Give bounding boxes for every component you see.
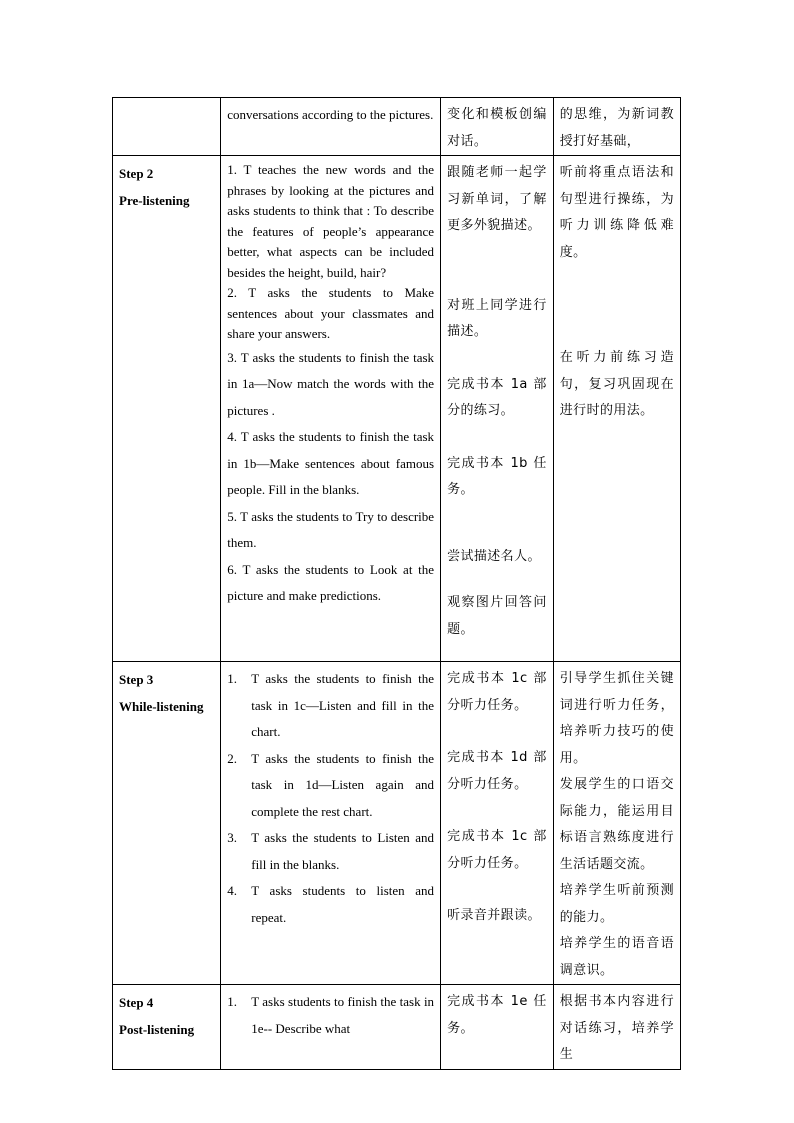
student-activity-text: 完成书本 1c 部分听力任务。 — [447, 829, 547, 871]
teacher-activity-item: 6. T asks the students to Look at the picture and make predictions. — [227, 561, 435, 603]
step-cell — [113, 662, 221, 985]
item-text: T asks the students to finish the task in 1d—Listen again and complete the rest chart. — [251, 750, 435, 819]
student-activity-cell — [441, 156, 554, 662]
purpose-cell — [553, 985, 680, 1070]
student-activity-text: 听录音并跟读。 — [447, 908, 541, 923]
student-activity-text: 完成书本 1b 任务。 — [447, 455, 547, 497]
purpose-text: 培养学生听前预测的能力。 — [559, 883, 674, 925]
step-number: Step 4 — [119, 995, 154, 1010]
teacher-activity-cell — [221, 156, 441, 662]
table-row — [113, 156, 681, 662]
step-cell — [113, 985, 221, 1070]
item-number: 2. — [227, 750, 237, 766]
list-item — [227, 825, 434, 878]
student-activity-text: 观察图片回答问题。 — [447, 595, 547, 637]
teacher-activity-item: 5. T asks the students to Try to describe them. — [227, 508, 435, 550]
student-activity-text: 跟随老师一起学习新单词，了解更多外貌描述。 — [447, 165, 547, 233]
step-phase: Post-listening — [119, 1022, 195, 1037]
student-activity-cell — [441, 98, 554, 156]
table-row — [113, 662, 681, 985]
step-cell — [113, 156, 221, 662]
teacher-activity-item: 2. T asks the students to Make sentences about your classmates and share your answers. — [227, 285, 435, 341]
student-activity-text: 完成书本 1c 部分听力任务。 — [447, 671, 547, 713]
list-item — [227, 666, 434, 746]
purpose-cell — [553, 98, 680, 156]
item-text: T asks students to finish the task in 1e-- Describe what — [251, 994, 435, 1036]
teacher-activity-item: 3. T asks the students to finish the task in 1a—Now match the words with the pictures . — [227, 349, 435, 418]
student-activity-cell — [441, 662, 554, 985]
purpose-text: 的思维，为新词教授打好基础， — [559, 107, 674, 149]
step-number: Step 3 — [119, 672, 154, 687]
student-activity-text: 完成书本 1a 部分的练习。 — [447, 376, 547, 418]
teacher-activity-cell — [221, 98, 441, 156]
lesson-plan-table — [112, 97, 681, 1070]
student-activity-text: 对班上同学进行描述。 — [447, 297, 547, 339]
list-item — [227, 878, 434, 931]
list-item — [227, 746, 434, 826]
teacher-activity-list — [227, 989, 434, 1042]
item-number: 3. — [227, 830, 237, 845]
item-text: T asks the students to finish the task in 1c—Listen and fill in the chart. — [251, 671, 435, 739]
student-activity-text: 尝试描述名人。 — [447, 548, 541, 564]
step-phase: Pre-listening — [119, 193, 190, 208]
purpose-cell — [553, 156, 680, 662]
step-number: Step 2 — [119, 166, 154, 181]
item-number: 4. — [227, 883, 237, 898]
table-row — [113, 985, 681, 1070]
student-activity-cell — [441, 985, 554, 1070]
teacher-activity-item: 4. T asks the students to finish the task in 1b—Make sentences about famous people. Fill in the blanks. — [227, 429, 435, 497]
purpose-text: 培养学生的语音语调意识。 — [559, 936, 674, 978]
teacher-activity-item: 1. T teaches the new words and the phrases by looking at the pictures and asks students to think that : To describe the features of people’s appearance better, what aspects can be included besides the height, build, hair? — [227, 162, 435, 280]
item-number: 1. — [227, 994, 237, 1009]
step-cell — [113, 98, 221, 156]
item-number: 1. — [227, 671, 237, 686]
purpose-text: 发展学生的口语交际能力，能运用目标语言熟练度进行生活话题交流。 — [559, 777, 674, 872]
list-item — [227, 989, 434, 1042]
item-text: T asks the students to Listen and fill in the blanks. — [251, 830, 435, 872]
teacher-activity-cell — [221, 985, 441, 1070]
purpose-text: 听前将重点语法和句型进行操练，为听力训练降低难度。 — [559, 165, 674, 260]
purpose-text: 根据书本内容进行对话练习，培养学生 — [559, 994, 674, 1062]
student-activity-text: 变化和模板创编对话。 — [447, 107, 547, 149]
purpose-text: 在听力前练习造句，复习巩固现在进行时的用法。 — [559, 350, 674, 418]
table-row — [113, 98, 681, 156]
teacher-activity-cell — [221, 662, 441, 985]
purpose-cell — [553, 662, 680, 985]
item-text: T asks students to listen and repeat. — [251, 883, 435, 925]
step-phase: While-listening — [119, 699, 204, 714]
student-activity-text: 完成书本 1e 任务。 — [447, 994, 547, 1036]
student-activity-text: 完成书本 1d 部分听力任务。 — [447, 750, 547, 792]
purpose-text: 引导学生抓住关键词进行听力任务，培养听力技巧的使用。 — [559, 671, 674, 766]
teacher-activity-list — [227, 666, 434, 931]
teacher-activity-text: conversations according to the pictures. — [227, 107, 434, 122]
